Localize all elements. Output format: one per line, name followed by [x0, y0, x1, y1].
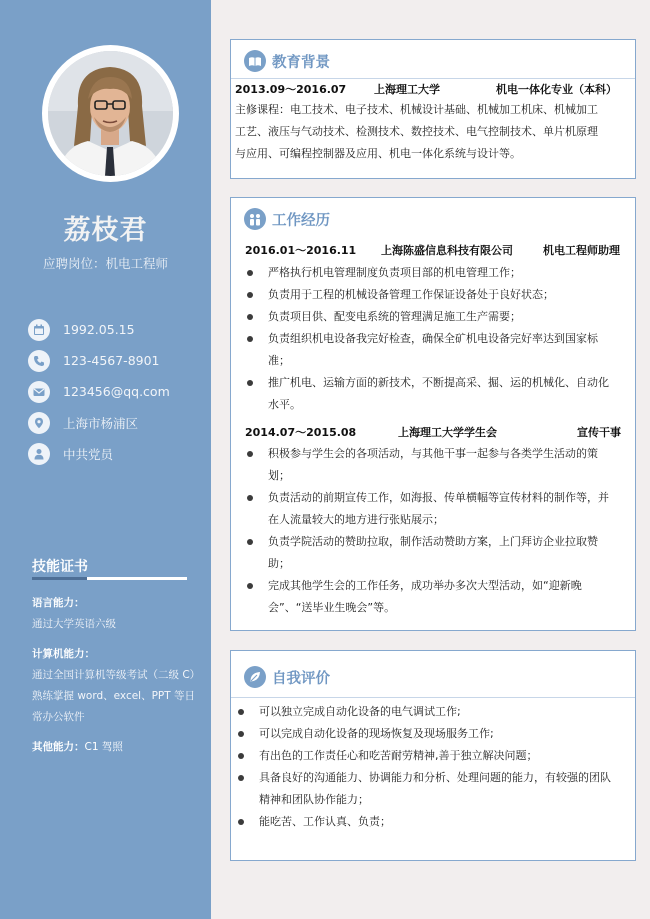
other-skills: [32, 737, 204, 758]
duty-text: 负责用于工程的机械设备管理工作保证设备处于良好状态；: [268, 288, 554, 301]
graduation-icon: [244, 50, 266, 72]
duty-text: 划；: [268, 469, 290, 482]
language-label: 语言能力：: [32, 597, 85, 609]
work-title: 工作经历: [272, 212, 330, 229]
education-courses: [235, 99, 635, 165]
job-org: 上海理工大学学生会: [398, 426, 497, 439]
duty-text: 负责组织机电设备我完好检查，确保全矿机电设备完好率达到国家标: [268, 332, 598, 345]
candidate-name: 荔枝君: [63, 215, 148, 246]
list-item: [245, 262, 631, 284]
duty-text: 严格执行机电管理制度负责项目部的机电管理工作；: [268, 266, 521, 279]
section-divider: [231, 697, 635, 698]
skills-title: 技能证书: [32, 559, 88, 575]
contact-party: [28, 438, 170, 469]
job-period: 2014.07～2015.08: [245, 426, 357, 439]
section-divider: [231, 78, 635, 79]
eval-text: 有出色的工作责任心和吃苦耐劳精神,善于独立解决问题；: [259, 749, 538, 762]
contact-birthday: [28, 314, 170, 345]
job-period: 2016.01～2016.11: [245, 244, 357, 257]
eval-text: 精神和团队协作能力；: [259, 793, 369, 806]
location-icon: [28, 412, 50, 434]
contact-email: [28, 376, 170, 407]
job-duties: [245, 262, 631, 416]
eval-text: 可以完成自动化设备的现场恢复及现场服务工作;: [259, 727, 494, 740]
eval-text: 能吃苦、工作认真、负责；: [259, 815, 391, 828]
job-org: 上海陈盛信息科技有限公司: [381, 244, 513, 257]
skills-divider-accent: [32, 577, 87, 580]
computer-line: 常办公软件: [32, 711, 85, 723]
contact-phone: [28, 345, 170, 376]
job-duties: [245, 443, 631, 619]
phone-text[interactable]: 123-4567-8901: [63, 353, 160, 368]
list-item: [236, 723, 632, 745]
phone-icon: [28, 350, 50, 372]
course-line: 工艺、液压与气动技术、检测技术、数控技术、电气控制技术、单片机原理: [235, 125, 598, 138]
duty-text: 会”、“送毕业生晚会”等。: [268, 601, 396, 614]
duty-text: 负责项目供、配变电系统的管理满足施工生产需要；: [268, 310, 521, 323]
location-text: 上海市杨浦区: [63, 415, 139, 431]
contact-list: [28, 314, 170, 469]
duty-text: 在人流量较大的地方进行张贴展示；: [268, 513, 444, 526]
eval-text: 具备良好的沟通能力、协调能力和分析、处理问题的能力，有较强的团队: [259, 771, 611, 784]
list-item: [236, 767, 632, 811]
party-icon: [28, 443, 50, 465]
duty-text: 推广机电、运输方面的新技术，不断提高采、掘、运的机械化、自动化: [268, 376, 609, 389]
self-eval-list: [236, 701, 632, 833]
list-item: [236, 745, 632, 767]
education-header: [244, 50, 330, 72]
duty-text: 助；: [268, 557, 290, 570]
duty-text: 负责学院活动的赞助拉取，制作活动赞助方案，上门拜访企业拉取赞: [268, 535, 598, 548]
duty-text: 积极参与学生会的各项活动，与其他干事一起参与各类学生活动的策: [268, 447, 598, 460]
work-card: [230, 197, 636, 631]
job-role: 宣传干事: [577, 426, 621, 439]
course-line: 与应用、可编程控制器及应用、机电一体化系统与设计等。: [235, 147, 521, 160]
self-eval-title: 自我评价: [272, 670, 330, 687]
list-item: [245, 284, 631, 306]
contact-location: [28, 407, 170, 438]
job-role: 机电工程师助理: [543, 244, 620, 257]
education-title: 教育背景: [272, 54, 330, 71]
calendar-icon: [28, 319, 50, 341]
mail-icon: [28, 381, 50, 403]
birthday-text: 1992.05.15: [63, 322, 135, 337]
list-item: [245, 306, 631, 328]
education-card: [230, 39, 636, 179]
work-header: [244, 208, 330, 230]
list-item: [245, 487, 631, 531]
duty-text: 准；: [268, 354, 290, 367]
skills-body: [32, 593, 204, 758]
education-period: 2013.09～2016.07: [235, 83, 347, 96]
list-item: [236, 701, 632, 723]
self-eval-card: [230, 650, 636, 861]
person-photo-icon: [48, 51, 173, 176]
duty-text: 负责活动的前期宣传工作，如海报、传单横幅等宣传材料的制作等，并: [268, 491, 609, 504]
avatar: [42, 45, 179, 182]
list-item: [245, 575, 631, 619]
list-item: [236, 811, 632, 833]
education-school: 上海理工大学: [374, 83, 440, 96]
computer-line: 熟练掌握 word、excel、PPT 等日: [32, 690, 196, 702]
computer-label: 计算机能力：: [32, 648, 95, 660]
list-item: [245, 328, 631, 372]
language-value: 通过大学英语六级: [32, 618, 116, 630]
profile-photo: [48, 51, 173, 176]
leaf-icon: [244, 666, 266, 688]
sidebar: [0, 0, 211, 919]
duty-text: 完成其他学生会的工作任务，成功举办多次大型活动，如“迎新晚: [268, 579, 582, 592]
education-major: 机电一体化专业（本科）: [496, 83, 617, 96]
party-text: 中共党员: [63, 446, 114, 462]
self-eval-header: [244, 666, 330, 688]
other-label: 其他能力：: [32, 741, 85, 753]
team-icon: [244, 208, 266, 230]
list-item: [245, 531, 631, 575]
other-value: C1 驾照: [84, 741, 123, 753]
job-title: 应聘岗位：机电工程师: [42, 256, 168, 271]
course-line: 主修课程：电工技术、电子技术、机械设计基础、机械加工机床、机械加工: [235, 103, 598, 116]
computer-line: 通过全国计算机等级考试（二级 C）: [32, 669, 201, 681]
list-item: [245, 372, 631, 416]
email-text[interactable]: 123456@qq.com: [63, 384, 170, 399]
duty-text: 水平。: [268, 398, 301, 411]
eval-text: 可以独立完成自动化设备的电气调试工作;: [259, 705, 461, 718]
list-item: [245, 443, 631, 487]
